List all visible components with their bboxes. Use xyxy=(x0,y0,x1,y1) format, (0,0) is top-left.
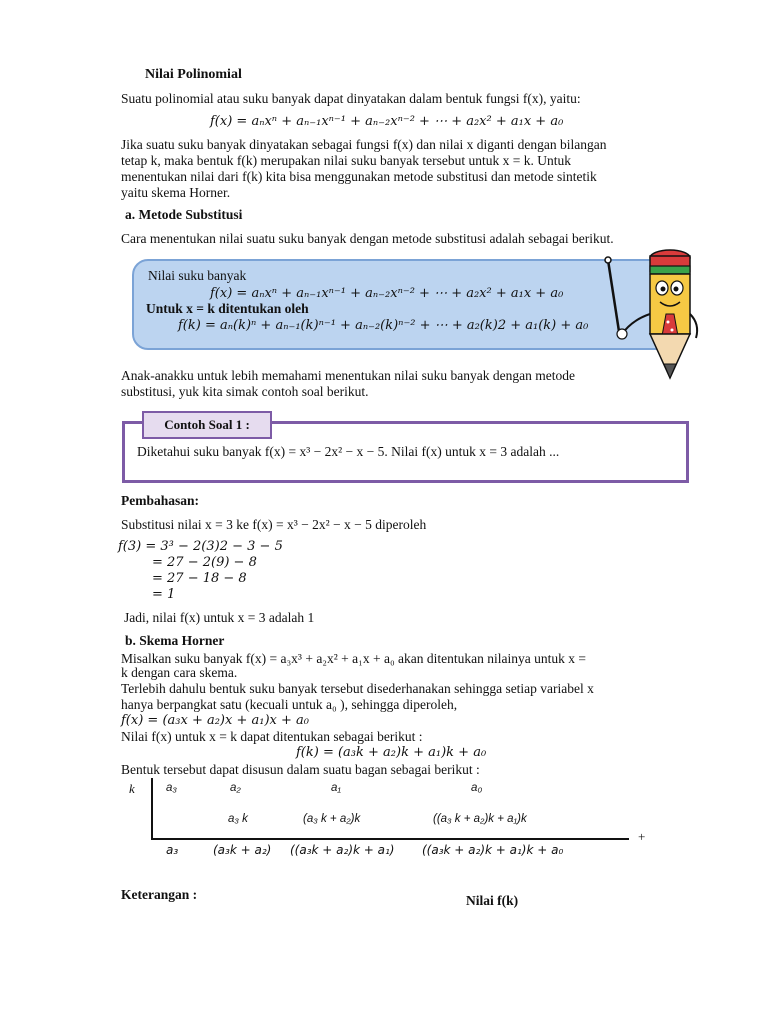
nilai-fk-label: Nilai f(k) xyxy=(466,893,519,908)
horner-line-4: hanya berpangkat satu (kecuali untuk a₀ ), sehingga diperoleh, xyxy=(121,697,458,712)
scheme-row1-a0: a₀ xyxy=(471,782,483,794)
solution-step-4: = 1 xyxy=(152,587,176,602)
section-a-text: Cara menentukan nilai suatu suku banyak dengan metode substitusi adalah sebagai berikut. xyxy=(121,231,614,246)
example-question: Diketahui suku banyak f(x) = x³ − 2x² − x − 5. Nilai f(x) untuk x = 3 adalah ... xyxy=(137,444,560,459)
scheme-row2-term3: ((a₃ k + a₂)k + a₁)k xyxy=(433,813,527,825)
horner-line-1: Misalkan suku banyak f(x) = a₃x³ + a₂x² + a₁x + a₀ akan ditentukan nilainya untuk x = xyxy=(121,651,587,666)
solution-intro: Substitusi nilai x = 3 ke f(x) = x³ − 2x² − x − 5 diperoleh xyxy=(121,517,427,532)
solution-step-2: = 27 − 2(9) − 8 xyxy=(152,555,257,570)
scheme-row2-term1: a₃ k xyxy=(228,813,248,825)
paragraph-1-line-4: yaitu skema Horner. xyxy=(121,185,231,200)
box-line-3: Untuk x = k ditentukan oleh xyxy=(146,301,309,316)
solution-step-3: = 27 − 18 − 8 xyxy=(152,571,247,586)
horner-line-5: f(x) = (a₃x + a₂)x + a₁)x + a₀ xyxy=(121,713,309,728)
intro-text: Suatu polinomial atau suku banyak dapat dinyatakan dalam bentuk fungsi f(x), yaitu: xyxy=(121,91,581,106)
paragraph-1-line-2: tetap k, maka bentuk f(k) merupakan nilai suku banyak tersebut untuk x = k. Untuk xyxy=(121,153,572,168)
scheme-vertical-line xyxy=(151,778,153,840)
general-form-equation: f(x) = aₙxⁿ + aₙ₋₁xⁿ⁻¹ + aₙ₋₂xⁿ⁻² + ⋯ + a₂x² + a₁x + a₀ xyxy=(210,114,564,129)
scheme-row1-a3: a₃ xyxy=(166,782,177,794)
box-equation-fx: f(x) = aₙxⁿ + aₙ₋₁xⁿ⁻¹ + aₙ₋₂xⁿ⁻² + ⋯ + a₂x² + a₁x + a₀ xyxy=(210,286,564,301)
paragraph-2-line-2: substitusi, yuk kita simak contoh soal berikut. xyxy=(121,384,369,399)
section-b-heading: b. Skema Horner xyxy=(125,633,225,648)
keterangan-label: Keterangan : xyxy=(121,887,198,902)
scheme-row1-a2: a₂ xyxy=(230,782,241,794)
horner-line-7: f(k) = (a₃k + a₂)k + a₁)k + a₀ xyxy=(296,745,487,760)
paragraph-1-line-3: menentukan nilai dari f(k) kita bisa menggunakan metode substitusi dan metode sintetik xyxy=(121,169,597,184)
scheme-row3-result4: ((a₃k + a₂)k + a₁)k + a₀ xyxy=(422,843,564,857)
pencil-mascot-illustration xyxy=(600,238,705,388)
solution-heading: Pembahasan: xyxy=(121,493,200,508)
horner-line-6: Nilai f(x) untuk x = k dapat ditentukan sebagai berikut : xyxy=(121,729,423,744)
box-line-1: Nilai suku banyak xyxy=(148,268,247,283)
horner-line-2: k dengan cara skema. xyxy=(121,665,238,680)
scheme-horizontal-line xyxy=(151,838,629,840)
scheme-row1-a1: a₁ xyxy=(331,782,342,794)
scheme-row2-term2: (a₃ k + a₂)k xyxy=(303,813,361,825)
scheme-row3-result1: a₃ xyxy=(166,843,179,857)
solution-step-1: f(3) = 3³ − 2(3)2 − 3 − 5 xyxy=(118,539,283,554)
horner-line-3: Terlebih dahulu bentuk suku banyak tersebut disederhanakan sehingga setiap variabel x xyxy=(121,681,594,696)
page-title: Nilai Polinomial xyxy=(145,67,242,82)
scheme-row3-result2: (a₃k + a₂) xyxy=(213,843,272,857)
paragraph-1-line-1: Jika suatu suku banyak dinyatakan sebagai fungsi f(x) dan nilai x diganti dengan bilangan xyxy=(121,137,607,152)
horner-line-8: Bentuk tersebut dapat disusun dalam suatu bagan sebagai berikut : xyxy=(121,762,480,777)
section-a-heading: a. Metode Substitusi xyxy=(125,207,243,222)
scheme-k-label: k xyxy=(129,781,135,796)
paragraph-2-line-1: Anak-anakku untuk lebih memahami menentukan nilai suku banyak dengan metode xyxy=(121,368,575,383)
box-equation-fk: f(k) = aₙ(k)ⁿ + aₙ₋₁(k)ⁿ⁻¹ + aₙ₋₂(k)ⁿ⁻² + ⋯ + a₂(k)2 + a₁(k) + a₀ xyxy=(178,318,589,333)
scheme-row3-result3: ((a₃k + a₂)k + a₁) xyxy=(290,843,395,857)
scheme-plus-sign: + xyxy=(638,829,646,844)
example-tab-label: Contoh Soal 1 : xyxy=(142,411,272,439)
solution-conclusion: Jadi, nilai f(x) untuk x = 3 adalah 1 xyxy=(124,610,315,625)
